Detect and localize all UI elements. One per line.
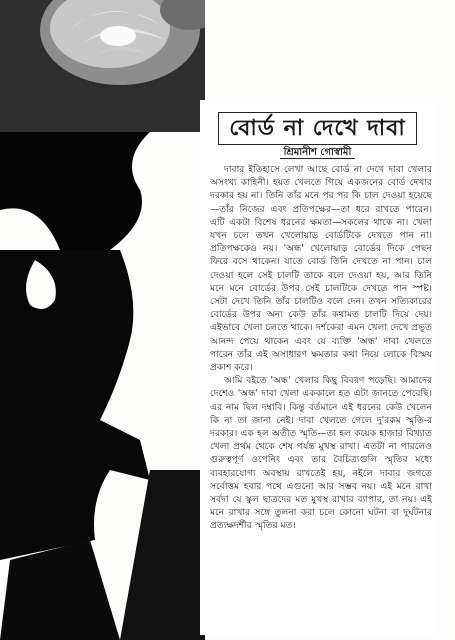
article-title: বোর্ড না দেখে দাবা <box>218 112 417 145</box>
article-body <box>210 163 432 533</box>
paragraph: দাবার ইতিহাসে লেখা আছে বোর্ড না দেখে দাবা খেলার অসংখ্য কাহিনী। হয়ত খেলতে গিয়ে একজনের বোর্ড দেখার দরকার হয় না। তিনি তাঁর মনে পর পর কি চাল দেওয়া হয়েছে—তাঁর নিজের এবং প্রতিপক্ষের—তা ধরে রাখতে পারেন। এটি একটা বিশেষ ধরনের ক্ষমতা—সকলের থাকে না। খেলা যখন চলে তখন খেলোয়াড় বোর্ডটিকে দেখতে পান না। প্রতিপক্ষকেও নয়। 'অন্ধ' খেলোয়াড় বোর্ডের দিকে পেছন ফিরে বসে থাকেন। যাতে বোর্ড তিনি দেখতে না পান। চাল দেওয়া হলে সেই চালটি তাকে বলে দেওয়া হয়, আর তিনি মনে মনে বোর্ডের উপর সেই চালটিকে দেখতে পান স্পষ্ট। সেটা দেখে তিনি তাঁর চালটিও বলে দেন। তখন সত্যিকারের বোর্ডের উপর অন্য কেউ তাঁর কথামত চালটি দিয়ে দেয়। এইভাবে খেলা চলতে থাকে। দর্শকেরা এমন খেলা দেখে প্রভূত আনন্দ পেয়ে থাকেন এবং যে ব্যক্তি 'অন্ধ' দাবা খেলতে পারেন তাঁর এই অসাধারণ ক্ষমতার কথা নিয়ে লোকে বিস্ময় প্রকাশ করে। <box>210 164 432 374</box>
article-author: শ্রিমানীশ গোস্বামী <box>280 147 356 159</box>
title-box <box>205 112 430 145</box>
paragraph: আমি বইতে 'অন্ধ' খেলার কিছু বিবরণ পড়েছি। আমাদের দেশেও 'অন্ধ' দাবা খেলা এককালে হত এটা জানতে পেরেছি। এর নাম ছিল দম্বাবি। কিন্তু বর্তমানে এই ধরনের কেউ খেলেন কি না তা জানা নেই। দাবা খেলতে গেলে দু'রকম স্মৃতি-র দরকার। এক হল অতীত স্মৃতি—তা হল কয়েক হাজার বিখ্যাত খেলা প্রথম থেকে শেষ পর্যন্ত মুখস্থ রাখা। এতটা না পারলেও গুরুত্বপূর্ণ ওপেনিং এবং তার বৈচিত্র্যগুলি স্মৃতির মধ্যে ব্যবহারযোগ্য অবস্থায় রাখতেই হয়, নইলে দাবার জগতে সর্বোত্তম হবার পথে এগুনো আর সম্ভব নয়। এই মনে রাখা সর্বদা যে স্কুল ছাত্রদের মত মুখস্থ রাখার ব্যাপার, তা নয়। এই মনে রাখার সঙ্গে তুলনা করা চলে কোনো ঘটনা বা দুর্ঘটনার প্রত্যক্ষদর্শীর স্মৃতির মত। <box>210 375 432 532</box>
author-line <box>205 145 430 162</box>
decorative-silhouette <box>0 0 220 640</box>
